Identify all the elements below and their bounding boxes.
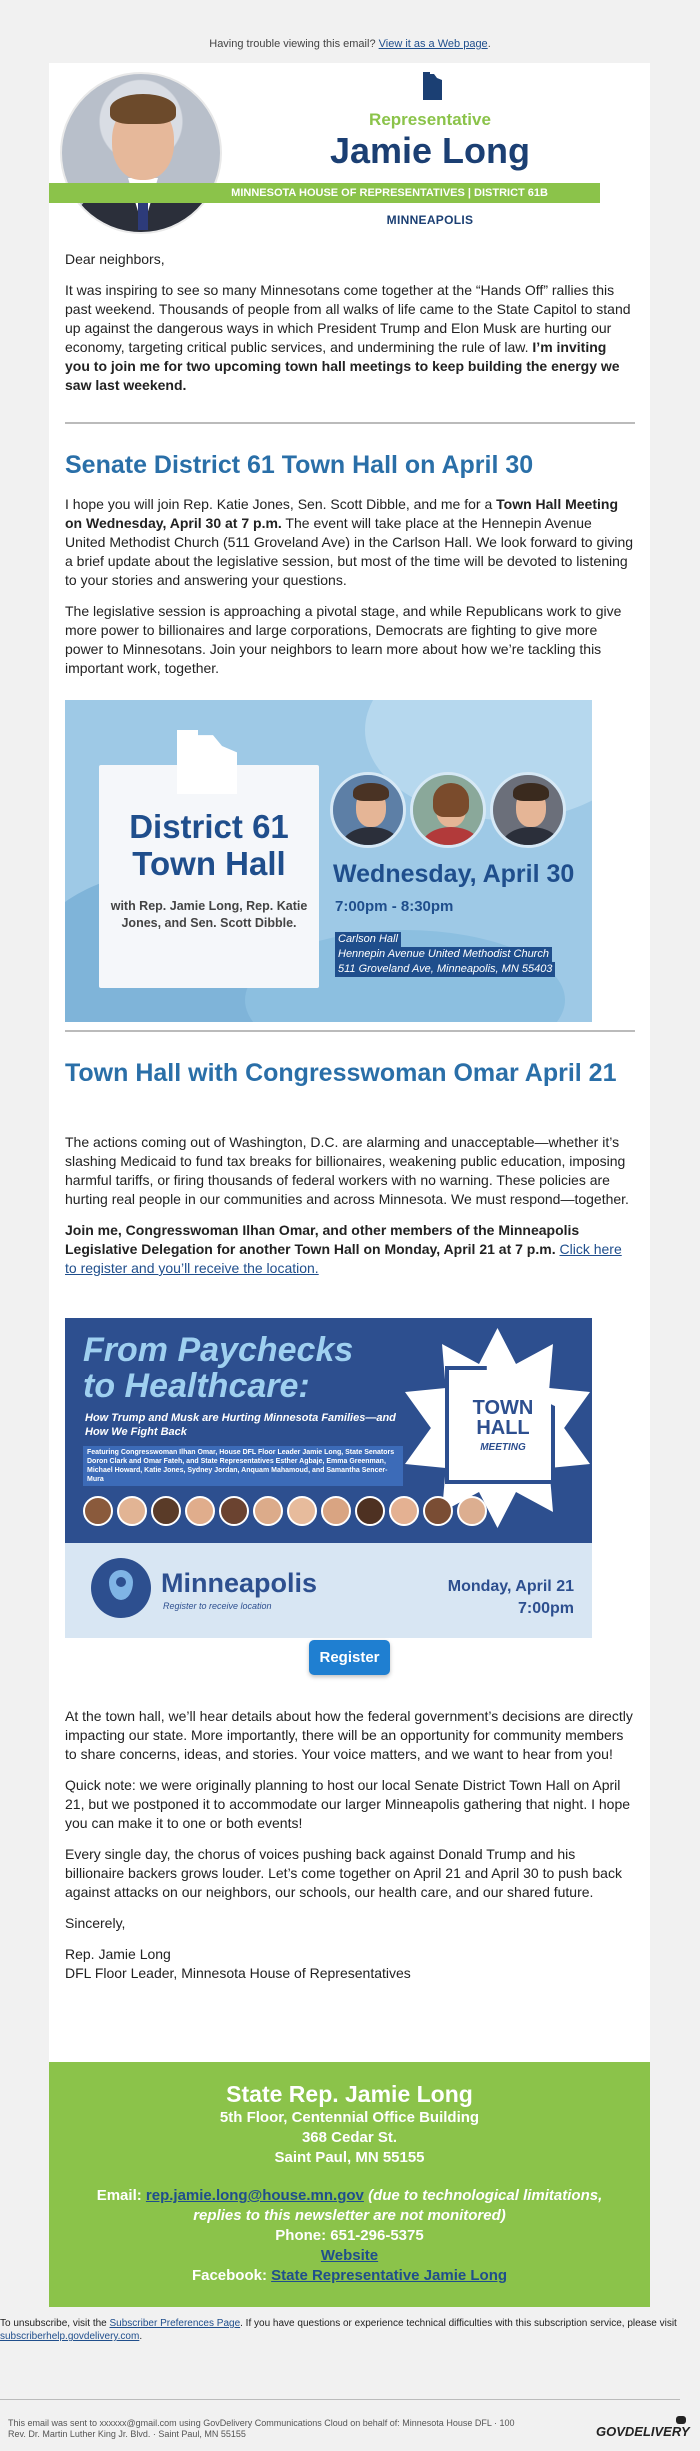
email-link[interactable]: rep.jamie.long@house.mn.gov bbox=[145, 2187, 364, 2204]
divider bbox=[65, 422, 635, 424]
flyer2-featuring: Featuring Congresswoman Ilhan Omar, House DFL Floor Leader Jamie Long, State Senators Doron Clark and Omar Fateh, and State Representatives Esther Agbaje, Emma Greenman, Michael Howard, Katie Jones, Sydney Jordan, Anquam Mahamoud, and Samantha Sencer-Mura bbox=[83, 1446, 403, 1486]
signature-title: DFL Floor Leader, Minnesota House of Representatives bbox=[65, 1965, 411, 1981]
footer-title: State Rep. Jamie Long bbox=[226, 2081, 473, 2107]
closing-paragraph2: Quick note: we were originally planning to host our local Senate District Town Hall on April 21, but we postponed it to accommodate our larger Minneapolis gathering that night. I hope you can make it to one or both events! bbox=[65, 1777, 631, 1831]
minnesota-state-icon bbox=[421, 72, 443, 100]
web-view-note-text: Having trouble viewing this email? bbox=[209, 38, 379, 50]
govdelivery-logo-text: GOVDELIVERY bbox=[596, 2424, 690, 2439]
section1-heading: Senate District 61 Town Hall on April 30 bbox=[65, 451, 534, 479]
intro-paragraph bbox=[65, 281, 635, 395]
intro-section bbox=[65, 250, 635, 407]
section2-paragraph1: The actions coming out of Washington, D.C. are alarming and unacceptable—whether it’s slashing Medicaid to fund tax breaks for billionaires, weakening public education, imposing harmful tariffs, or firing thousands of federal workers with no warning. These policies are hurting real people in our communities and across Minnesota. We must respond—together. bbox=[65, 1134, 629, 1207]
s1-text-c: The event will take place at the Hennepin Avenue United Methodist Church (511 Groveland Ave) in the Carlson Hall. We look forward to giving a brief update about the legislative session, but most of the time will be devoted to listening to your stories and answering your questions. bbox=[65, 515, 634, 588]
website-link[interactable]: Website bbox=[320, 2247, 379, 2264]
footer-email-line bbox=[49, 2186, 650, 2226]
flyer2-datetime bbox=[448, 1576, 574, 1620]
representative-name: Jamie Long bbox=[329, 130, 531, 171]
flyer2-title-line2: to Healthcare: bbox=[83, 1367, 310, 1405]
sent-note-line1: This email was sent to xxxxxx@gmail.com using GovDelivery Communications Cloud on behalf of: Minnesota House DFL · 100 bbox=[8, 2418, 515, 2428]
footer-facebook bbox=[49, 2266, 650, 2286]
city-label: MINNEAPOLIS bbox=[386, 213, 474, 227]
speaker-photo bbox=[355, 1496, 385, 1526]
divider bbox=[65, 1030, 635, 1032]
footer-address1: 5th Floor, Centennial Office Building bbox=[219, 2109, 480, 2126]
speaker-photo bbox=[253, 1496, 283, 1526]
unsub-text-c: . bbox=[139, 2331, 143, 2342]
flyer-title bbox=[99, 808, 319, 882]
speaker-photos bbox=[83, 1496, 523, 1528]
subscriber-help-link[interactable]: subscriberhelp.govdelivery.com bbox=[0, 2331, 140, 2342]
subscriber-preferences-link[interactable]: Subscriber Preferences Page bbox=[109, 2318, 241, 2329]
flyer-title-line1: District 61 bbox=[129, 808, 289, 845]
speaker-photo bbox=[83, 1496, 113, 1526]
host-photo bbox=[330, 772, 406, 848]
speaker-photo bbox=[151, 1496, 181, 1526]
unsubscribe-note bbox=[0, 2317, 700, 2343]
web-view-note-suffix: . bbox=[487, 38, 491, 50]
footer-divider bbox=[0, 2399, 680, 2400]
facebook-label: Facebook: bbox=[191, 2267, 272, 2284]
closing-paragraph1: At the town hall, we’ll hear details about how the federal government’s decisions are directly impacting our state. More importantly, there will be an opportunity for community members to share concerns, ideas, and stories. Your voice matters, and we want to hear from you! bbox=[65, 1708, 633, 1762]
photo-hair bbox=[110, 94, 176, 124]
govdelivery-logo bbox=[596, 2424, 690, 2439]
email-note: (due to technological limitations, replies to this newsletter are not monitored) bbox=[193, 2187, 603, 2224]
sent-note bbox=[8, 2418, 568, 2440]
unsub-text-a: To unsubscribe, visit the bbox=[0, 2318, 110, 2329]
flyer-location bbox=[335, 932, 555, 977]
speaker-photo bbox=[389, 1496, 419, 1526]
district61-flyer bbox=[65, 700, 592, 1022]
section1-paragraph2: The legislative session is approaching a pivotal stage, and while Republicans work to give more power to billionaires and large corporations, Democrats are fighting to give more power to Minnesotans. Join your neighbors to learn more about how we’re tackling this important work, together. bbox=[65, 603, 622, 676]
speaker-photo bbox=[219, 1496, 249, 1526]
flyer2-register-note: Register to receive location bbox=[163, 1601, 272, 1611]
flyer-location-line1: Carlson Hall bbox=[335, 932, 401, 947]
speaker-photo bbox=[117, 1496, 147, 1526]
host-photo bbox=[490, 772, 566, 848]
district-bar: MINNESOTA HOUSE OF REPRESENTATIVES | DISTRICT 61B bbox=[49, 183, 600, 203]
intro-bold-text: I’m inviting you to join me for two upcoming town hall meetings to keep building the energy we saw last weekend. bbox=[65, 339, 620, 393]
sign-off: Sincerely, bbox=[65, 1915, 126, 1931]
register-link[interactable]: Click here to register and you’ll receive the location. bbox=[65, 1241, 622, 1276]
email-label: Email: bbox=[96, 2187, 146, 2204]
flyer2-city: Minneapolis bbox=[161, 1568, 318, 1598]
flyer-location-line3: 511 Groveland Ave, Minneapolis, MN 55403 bbox=[335, 962, 555, 977]
s2-bold-text: Join me, Congresswoman Ilhan Omar, and other members of the Minneapolis Legislative Delegation for another Town Hall on Monday, April 21 at 7 p.m. bbox=[65, 1222, 580, 1257]
speaker-photo bbox=[185, 1496, 215, 1526]
footer-address2: 368 Cedar St. bbox=[301, 2129, 398, 2146]
section2-paragraph2 bbox=[65, 1221, 635, 1278]
register-button[interactable]: Register bbox=[309, 1640, 390, 1675]
representative-label: Representative bbox=[369, 110, 491, 129]
web-view-link[interactable]: View it as a Web page bbox=[378, 38, 488, 50]
speaker-photo bbox=[423, 1496, 453, 1526]
flyer-title-line2: Town Hall bbox=[132, 845, 286, 882]
web-view-note bbox=[0, 0, 700, 63]
speaker-photo bbox=[287, 1496, 317, 1526]
flyer-hosts: with Rep. Jamie Long, Rep. Katie Jones, and Sen. Scott Dibble. bbox=[110, 899, 308, 930]
flyer-location-line2: Hennepin Avenue United Methodist Church bbox=[335, 947, 552, 962]
minnesota-capitol-icon bbox=[177, 730, 237, 794]
townhall-badge-line1: TOWN bbox=[472, 1397, 534, 1419]
contact-footer bbox=[49, 2062, 650, 2307]
flyer2-title bbox=[83, 1332, 353, 1404]
flyer2-date: Monday, April 21 bbox=[447, 1578, 574, 1595]
closing-paragraph3: Every single day, the chorus of voices pushing back against Donald Trump and his billionaire backers grows louder. Let’s come together on April 21 and April 30 to push back against attacks on our neighbors, our schools, our health care, and our shared future. bbox=[65, 1846, 622, 1900]
footer-phone: Phone: 651-296-5375 bbox=[275, 2227, 424, 2244]
flyer2-time: 7:00pm bbox=[517, 1600, 574, 1617]
flyer-date: Wednesday, April 30 bbox=[333, 860, 575, 888]
flyer2-title-line1: From Paychecks bbox=[83, 1331, 354, 1369]
section1-paragraph1 bbox=[65, 495, 635, 590]
footer-address3: Saint Paul, MN 55155 bbox=[274, 2149, 425, 2166]
unsub-text-b: . If you have questions or experience technical difficulties with this subscription service, please visit bbox=[240, 2318, 677, 2329]
facebook-link[interactable]: State Representative Jamie Long bbox=[271, 2267, 508, 2284]
omar-townhall-flyer bbox=[65, 1318, 592, 1638]
townhall-badge-line3: MEETING bbox=[480, 1442, 526, 1453]
s1-text-bold: Town Hall Meeting on Wednesday, April 30 at 7 p.m. bbox=[65, 496, 618, 531]
signature-name: Rep. Jamie Long bbox=[65, 1946, 171, 1962]
speaker-photo bbox=[457, 1496, 487, 1526]
section2-heading: Town Hall with Congresswoman Omar April 21 bbox=[65, 1059, 617, 1087]
s1-text-a: I hope you will join Rep. Katie Jones, Sen. Scott Dibble, and me for a bbox=[65, 496, 497, 512]
flyer-time: 7:00pm - 8:30pm bbox=[335, 898, 454, 915]
section1-body bbox=[65, 495, 635, 690]
closing-section bbox=[65, 1707, 635, 1983]
representative-photo bbox=[60, 72, 222, 234]
flyer2-subtitle: How Trump and Musk are Hurting Minnesota Families—and How We Fight Back bbox=[85, 1412, 396, 1438]
sent-note-line2: Rev. Dr. Martin Luther King Jr. Blvd. · Saint Paul, MN 55155 bbox=[8, 2429, 246, 2439]
host-photos bbox=[330, 772, 570, 848]
townhall-badge-line2: HALL bbox=[476, 1417, 530, 1439]
section2-body bbox=[65, 1133, 635, 1290]
chat-bubble-icon bbox=[676, 2416, 686, 2424]
location-pin-icon bbox=[91, 1558, 151, 1618]
townhall-badge bbox=[453, 1398, 553, 1438]
intro-text: It was inspiring to see so many Minnesotans come together at the “Hands Off” rallies this past weekend. Thousands of people from all walks of life came to the State Capitol to stand up against the dangerous ways in which President Trump and Elon Musk are hurting our economy, targeting critical public services, and undermining the rule of law. bbox=[65, 282, 631, 355]
greeting: Dear neighbors, bbox=[65, 251, 165, 267]
speaker-photo bbox=[321, 1496, 351, 1526]
host-photo bbox=[410, 772, 486, 848]
